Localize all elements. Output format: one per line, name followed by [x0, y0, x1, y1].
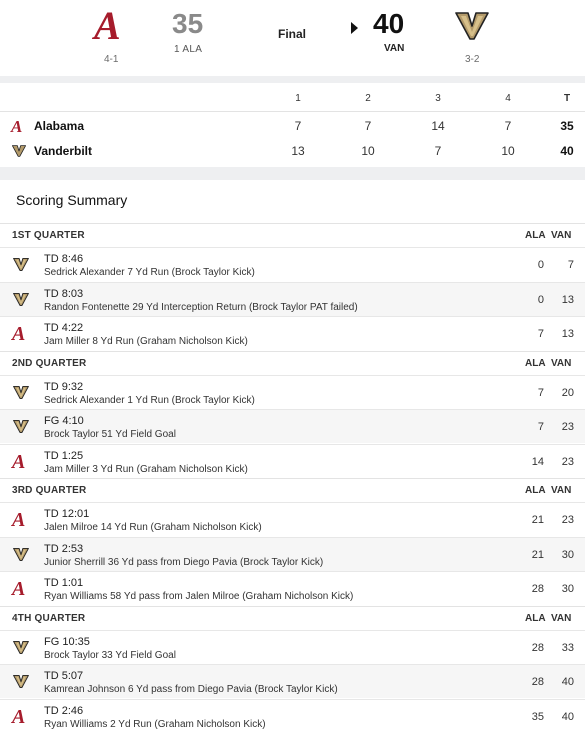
vanderbilt-record: 3-2: [465, 54, 480, 65]
column-header-ala: ALA: [525, 485, 546, 496]
vanderbilt-logo-icon: [13, 675, 29, 688]
vanderbilt-abbr: VAN: [384, 43, 405, 54]
linescore-cell: 7: [434, 144, 442, 158]
divider: [0, 111, 585, 112]
scoring-play-row[interactable]: [0, 282, 585, 316]
play-description: Sedrick Alexander 1 Yd Run (Brock Taylor Kick): [44, 395, 255, 406]
linescore-cell: 14: [431, 119, 445, 133]
play-description: Ryan Williams 58 Yd pass from Jalen Milroe (Graham Nicholson Kick): [44, 591, 354, 602]
play-score-van: 7: [567, 259, 574, 271]
play-score-van: 40: [561, 676, 574, 688]
linescore-team-name[interactable]: Alabama: [34, 119, 85, 133]
quarter-label: 2ND QUARTER: [12, 357, 87, 369]
linescore-cell: 13: [291, 144, 305, 158]
play-description: Ryan Williams 2 Yd Run (Graham Nicholson Kick): [44, 719, 266, 730]
game-status: Final: [278, 27, 307, 41]
vanderbilt-logo-icon: [13, 386, 29, 399]
scoring-summary-card: [0, 180, 585, 750]
scoring-play-row[interactable]: [0, 537, 585, 571]
play-score-ala: 28: [531, 583, 544, 595]
play-description: Jalen Milroe 14 Yd Run (Graham Nicholson Kick): [44, 522, 262, 533]
linescore-total: 35: [560, 119, 574, 133]
play-type-time: TD 1:01: [44, 577, 84, 589]
scoring-play-row[interactable]: [0, 409, 585, 443]
linescore-cell: 10: [501, 144, 515, 158]
linescore-col-3: 3: [435, 93, 441, 104]
linescore-col-4: 4: [505, 93, 511, 104]
vanderbilt-logo-icon: [13, 420, 29, 433]
scoring-play-row[interactable]: [0, 571, 585, 605]
linescore-cell: 7: [364, 119, 372, 133]
play-description: Kamrean Johnson 6 Yd pass from Diego Pavia (Brock Taylor Kick): [44, 684, 338, 695]
play-description: Jam Miller 8 Yd Run (Graham Nicholson Kick): [44, 336, 248, 347]
alabama-logo-icon: A: [12, 509, 26, 531]
quarter-header: [0, 478, 585, 502]
play-type-time: TD 8:46: [44, 253, 84, 265]
play-score-van: 13: [561, 328, 574, 340]
play-type-time: TD 12:01: [44, 508, 90, 520]
column-header-ala: ALA: [525, 612, 546, 624]
play-score-ala: 21: [531, 549, 544, 561]
play-type-time: FG 10:35: [44, 636, 90, 648]
play-score-ala: 0: [537, 294, 544, 306]
linescore-card: [0, 83, 585, 167]
play-description: Brock Taylor 51 Yd Field Goal: [44, 429, 176, 440]
play-description: Jam Miller 3 Yd Run (Graham Nicholson Kick): [44, 464, 248, 475]
vanderbilt-logo-icon: [12, 145, 26, 157]
alabama-logo-icon: A: [12, 578, 26, 600]
play-score-ala: 35: [531, 711, 544, 723]
alabama-logo-icon: A: [12, 451, 26, 473]
linescore-team-name[interactable]: Vanderbilt: [34, 144, 93, 158]
play-score-ala: 21: [531, 514, 544, 526]
play-type-time: TD 5:07: [44, 670, 84, 682]
quarter-label: 3RD QUARTER: [12, 485, 87, 496]
alabama-logo-icon[interactable]: A: [94, 3, 121, 48]
play-score-van: 30: [561, 583, 574, 595]
play-score-ala: 0: [537, 259, 544, 271]
scoring-play-row[interactable]: [0, 316, 585, 350]
vanderbilt-logo-icon[interactable]: [455, 12, 489, 40]
column-header-ala: ALA: [525, 357, 546, 369]
quarter-label: 4TH QUARTER: [12, 612, 86, 624]
vanderbilt-logo-icon: [13, 293, 29, 306]
game-header: [0, 0, 585, 76]
scoring-play-row[interactable]: [0, 699, 585, 733]
alabama-logo-icon: A: [11, 117, 23, 136]
scoring-summary-title: Scoring Summary: [16, 192, 128, 208]
alabama-logo-icon: A: [12, 323, 26, 345]
scoring-play-row[interactable]: [0, 375, 585, 409]
play-score-ala: 7: [537, 387, 544, 399]
quarter-label: 1ST QUARTER: [12, 230, 85, 241]
play-score-van: 23: [561, 514, 574, 526]
play-score-ala: 7: [537, 421, 544, 433]
play-description: Junior Sherrill 36 Yd pass from Diego Pavia (Brock Taylor Kick): [44, 557, 324, 568]
linescore-cell: 10: [361, 144, 375, 158]
play-description: Randon Fontenette 29 Yd Interception Return (Brock Taylor PAT failed): [44, 302, 358, 313]
linescore-col-1: 1: [295, 93, 301, 104]
column-header-van: VAN: [551, 230, 572, 241]
scoring-play-row[interactable]: [0, 444, 585, 478]
column-header-ala: ALA: [525, 230, 546, 241]
quarter-header: [0, 606, 585, 630]
scoring-play-row[interactable]: [0, 247, 585, 281]
column-header-van: VAN: [551, 485, 572, 496]
alabama-logo-icon: A: [12, 706, 26, 728]
linescore-cell: 7: [504, 119, 512, 133]
linescore-col-total: T: [563, 93, 571, 104]
vanderbilt-logo-icon: [13, 641, 29, 654]
scoring-play-row[interactable]: [0, 502, 585, 536]
play-score-ala: 28: [531, 676, 544, 688]
quarter-header: [0, 351, 585, 375]
linescore-col-2: 2: [365, 93, 371, 104]
play-score-ala: 7: [537, 328, 544, 340]
play-type-time: TD 1:25: [44, 450, 84, 462]
play-type-time: TD 4:22: [44, 322, 84, 334]
vanderbilt-logo-icon: [13, 258, 29, 271]
play-score-ala: 28: [531, 642, 544, 654]
play-description: Sedrick Alexander 7 Yd Run (Brock Taylor Kick): [44, 267, 255, 278]
linescore-cell: 7: [294, 119, 302, 133]
vanderbilt-logo-icon: [13, 548, 29, 561]
play-score-van: 30: [561, 549, 574, 561]
column-header-van: VAN: [551, 357, 572, 369]
play-score-van: 33: [561, 642, 574, 654]
play-type-time: TD 2:46: [44, 705, 84, 717]
play-score-ala: 14: [531, 456, 544, 468]
play-score-van: 40: [561, 711, 574, 723]
play-score-van: 13: [561, 294, 574, 306]
alabama-rank-abbr: 1 ALA: [174, 44, 203, 55]
column-header-van: VAN: [551, 612, 572, 624]
play-score-van: 20: [561, 387, 574, 399]
play-type-time: TD 2:53: [44, 543, 84, 555]
alabama-score: 35: [172, 8, 204, 39]
possession-arrow-icon: [351, 22, 358, 34]
play-description: Brock Taylor 33 Yd Field Goal: [44, 650, 176, 661]
quarter-header: [0, 223, 585, 247]
linescore-total: 40: [560, 144, 574, 158]
alabama-record: 4-1: [104, 54, 119, 65]
scoring-play-row[interactable]: [0, 664, 585, 698]
play-type-time: TD 9:32: [44, 381, 84, 393]
play-type-time: FG 4:10: [44, 415, 84, 427]
play-type-time: TD 8:03: [44, 288, 84, 300]
play-score-van: 23: [561, 421, 574, 433]
vanderbilt-score: 40: [373, 8, 405, 39]
scoring-play-row[interactable]: [0, 630, 585, 664]
play-score-van: 23: [561, 456, 574, 468]
